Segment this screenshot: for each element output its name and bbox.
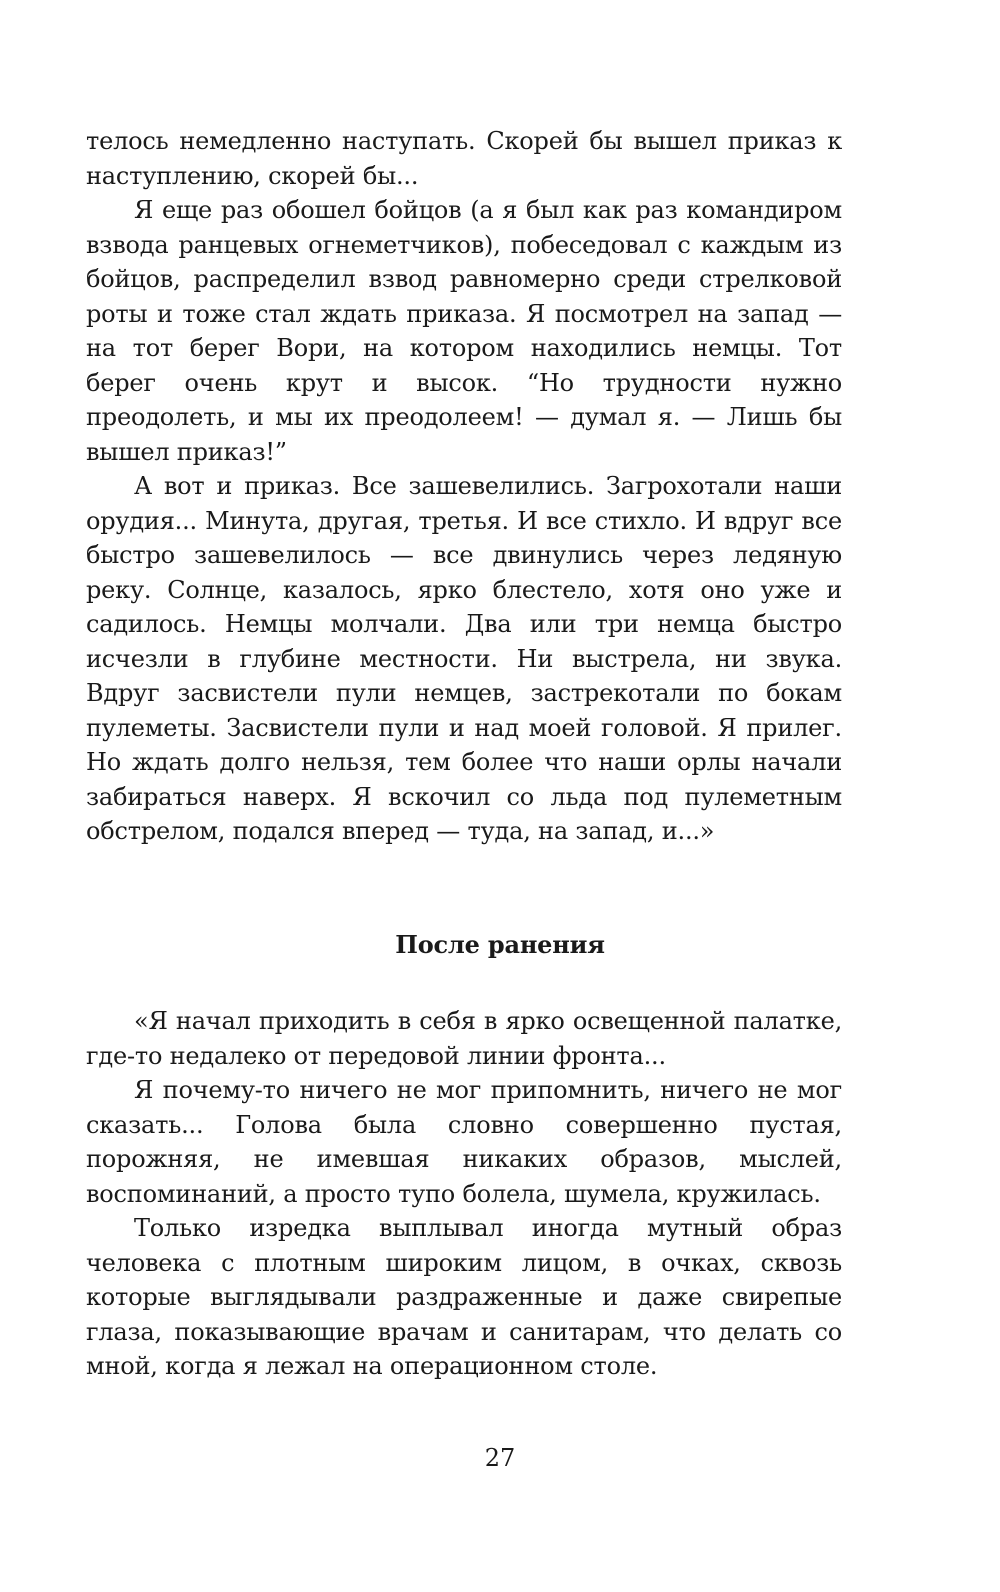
paragraph: Я еще раз обошел бойцов (а я был как раз командиром взвода ранцевых огнеметчиков), побеседовал с каждым из бойцов, распределил взвод равномерно среди стрелковой роты и тоже стал ждать приказа. Я посмотрел на запад — на тот берег Вори, на котором находились немцы. Тот берег очень крут и высок. “Но трудности нужно преодолеть, и мы их преодолеем! — думал я. — Лишь бы вышел приказ!”: [86, 196, 842, 466]
paragraph: Я почему-то ничего не мог припомнить, ничего не мог сказать... Голова была словно совершенно пустая, порожняя, не имевшая никаких образов, мыслей, воспоминаний, а просто тупо болела, шумела, кружилась.: [86, 1076, 842, 1208]
page-number: 27: [484, 1444, 516, 1472]
paragraph: Только изредка выплывал иногда мутный образ человека с плотным широким лицом, в очках, сквозь которые выглядывали раздраженные и даже свирепые глаза, показывающие врачам и санитарам, что делать со мной, когда я лежал на операционном столе.: [86, 1214, 842, 1380]
paragraph: А вот и приказ. Все зашевелились. Загрохотали наши орудия... Минута, другая, третья. И все стихло. И вдруг все быстро зашевелилось — все двинулись через ледяную реку. Солнце, казалось, ярко блестело, хотя оно уже и садилось. Немцы молчали. Два или три немца быстро исчезли в глубине местности. Ни выстрела, ни звука. Вдруг засвистели пули немцев, застрекотали по бокам пулеметы. Засвистели пули и над моей головой. Я прилег. Но ждать долго нельзя, тем более что наши орлы начали забираться наверх. Я вскочил со льда под пулеметным обстрелом, подался вперед — туда, на запад, и...»: [86, 472, 842, 845]
text-block-bottom: [86, 1004, 842, 1384]
paragraph-continuation: телось немедленно наступать. Скорей бы вышел приказ к наступлению, скорей бы...: [86, 127, 842, 190]
section-heading: После ранения: [395, 930, 605, 959]
paragraph: «Я начал приходить в себя в ярко освещенной палатке, где-то недалеко от передовой линии фронта...: [86, 1007, 842, 1070]
text-block-top: [86, 124, 842, 849]
